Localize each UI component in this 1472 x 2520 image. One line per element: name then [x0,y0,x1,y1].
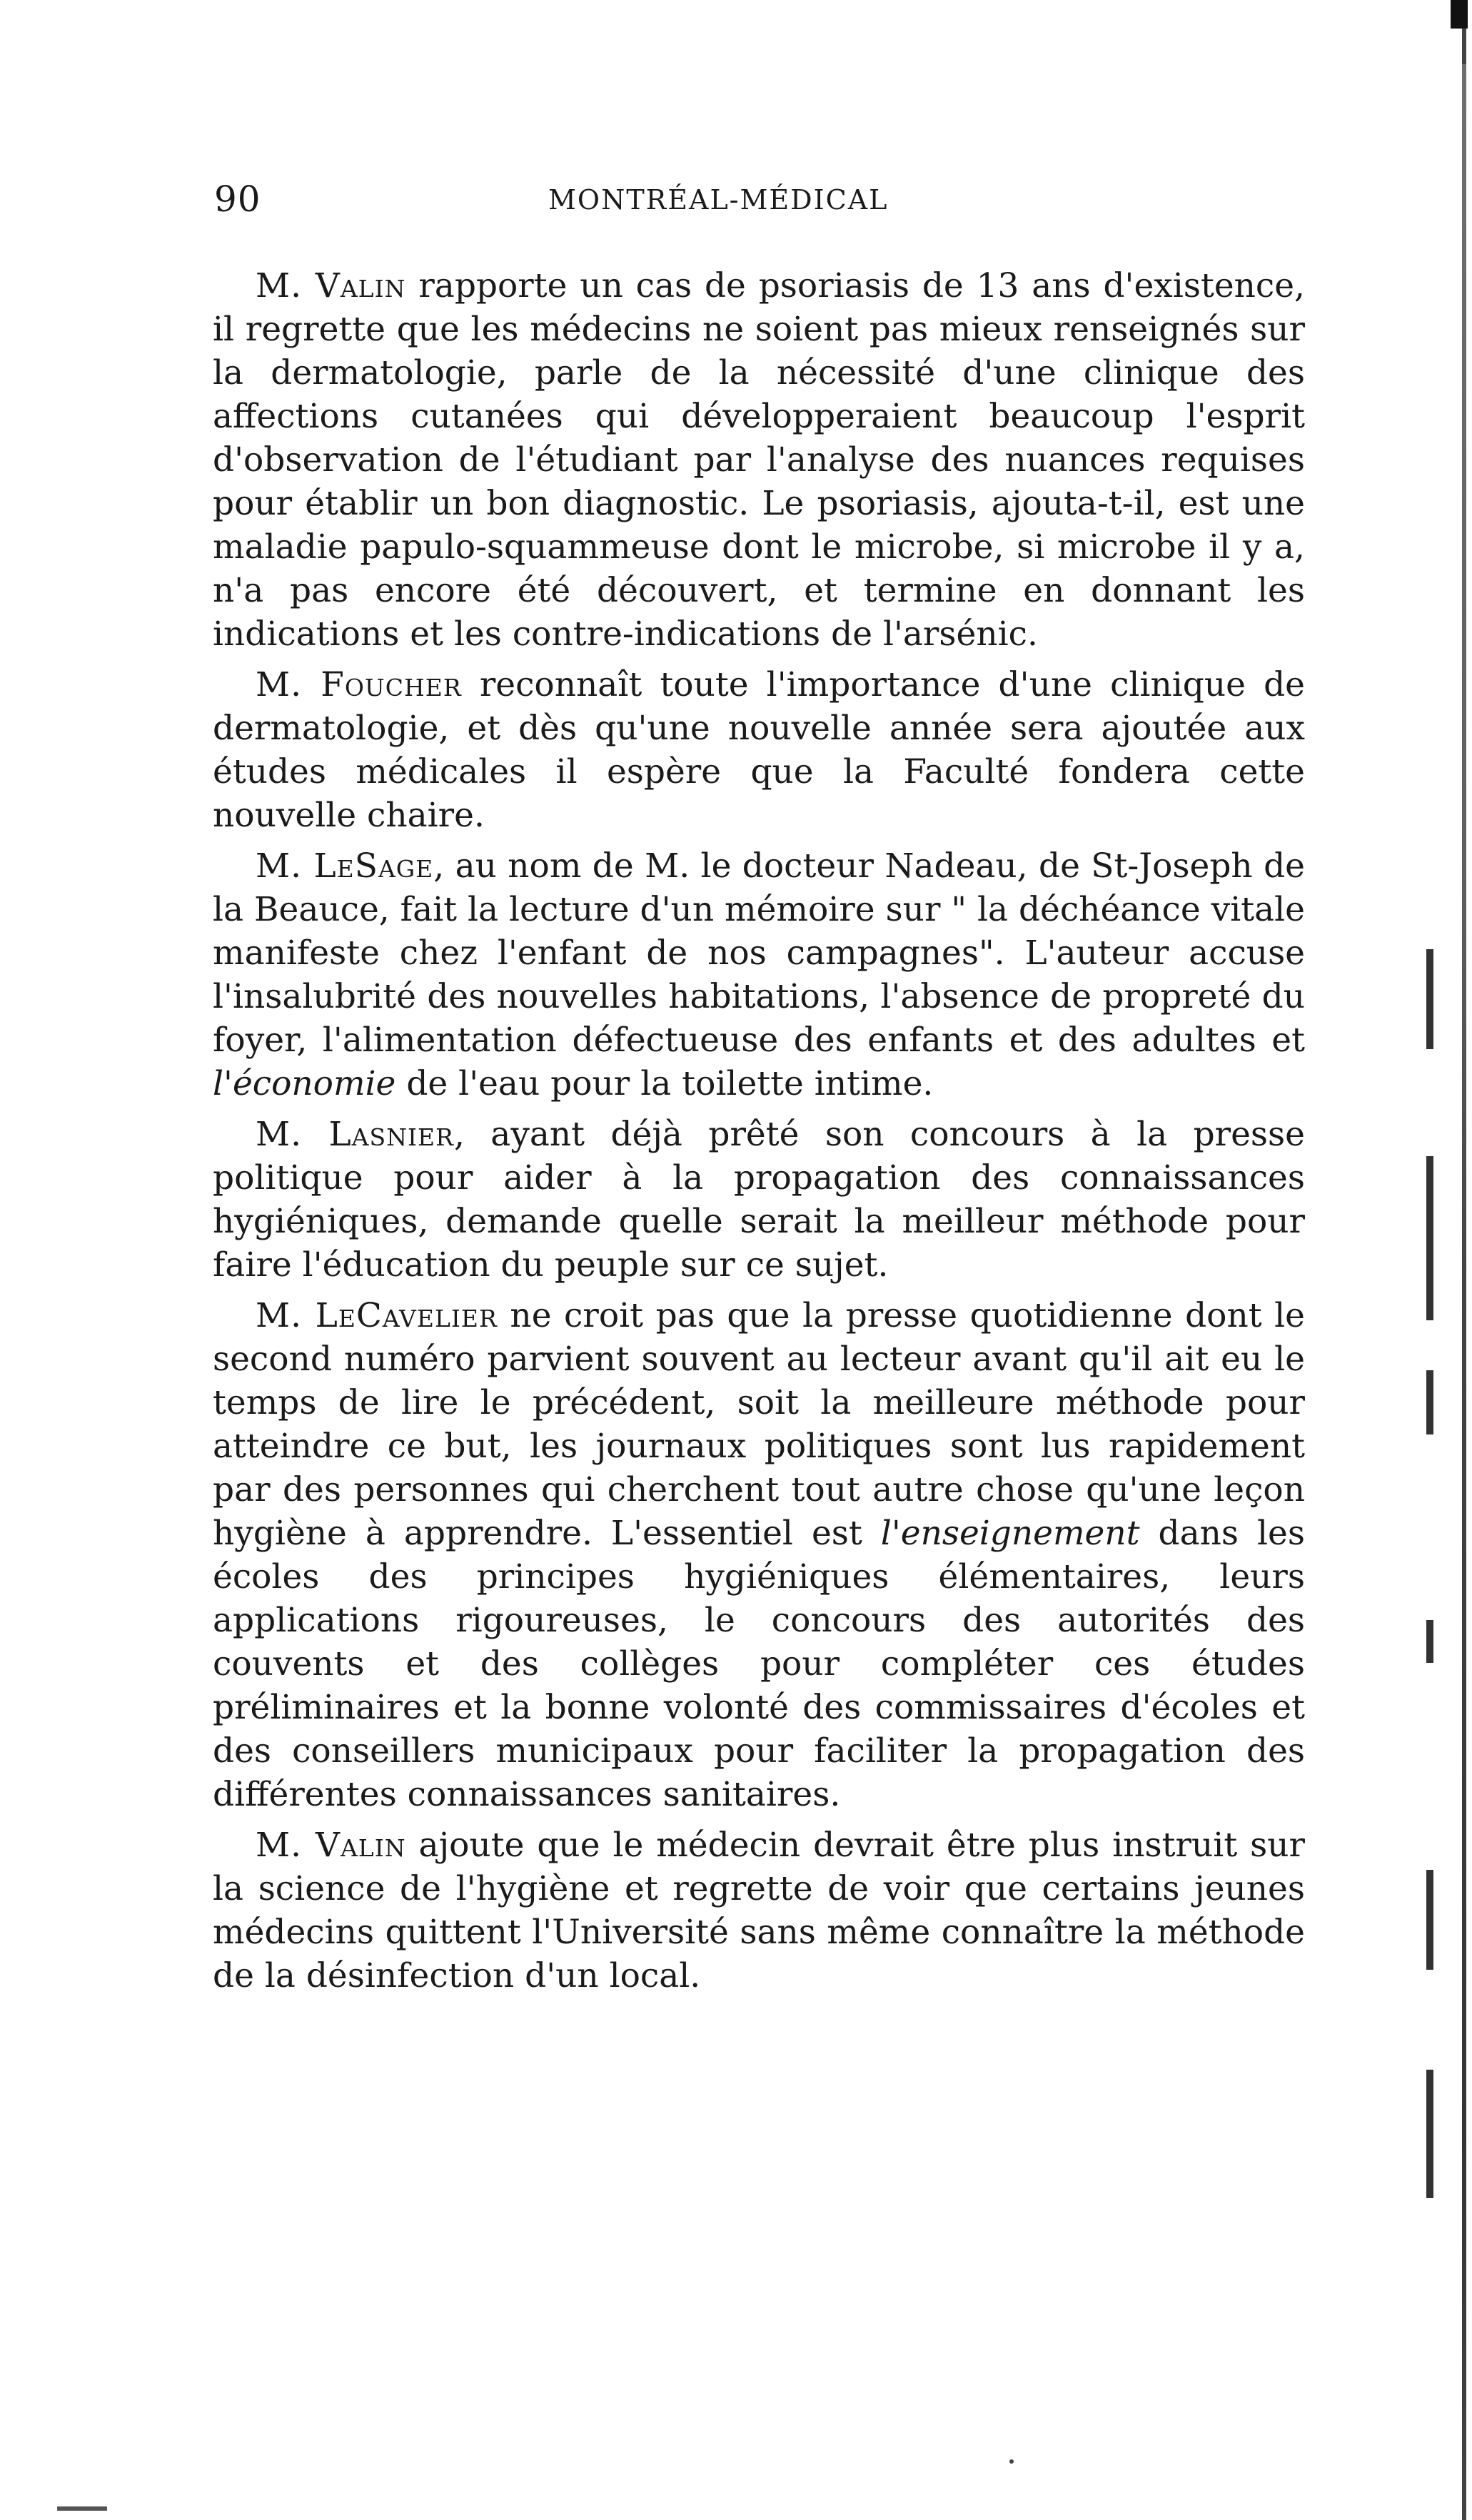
body-text [213,264,1305,2005]
paragraph-lesage [213,844,1305,1105]
speaker-name: M. Lasnier [256,1115,454,1154]
speaker-name: M. Valin [256,266,406,305]
paragraph-valin-hygiene [213,1823,1305,1998]
paragraph-text: de l'eau pour la toilette intime. [395,1064,934,1103]
scan-bottom-mark [57,2506,107,2511]
page-header [214,178,1335,228]
speaker-name: M. LeCavelier [256,1296,498,1335]
paragraph-valin-psoriasis [213,264,1305,656]
paragraph-text: , ayant déjà prêté son concours à la presse politique pour aider à la propagation des connaissances hygiéniques, demande quelle serait la meilleur méthode pour faire l'éducation du peuple sur ce sujet. [213,1115,1305,1285]
page-edge-shadow [1462,0,1466,2520]
emphasized-term: l'économie [213,1064,396,1103]
running-title: MONTRÉAL-MÉDICAL [548,184,889,216]
page-edge-corner [1451,0,1468,29]
paragraph-text: ne croit pas que la presse quotidienne dont le second numéro parvient souvent au lecteur avant qu'il ait eu le temps de lire le précédent, soit la meilleure méthode pour atteindre ce but, les journaux politiques sont lus rapidement par des personnes qui cherchent tout autre chose qu'une leçon hygiène à apprendre. L'essentiel est [213,1296,1305,1553]
page-number: 90 [214,178,261,220]
scan-edge-marks [1426,0,1443,2520]
paragraph-text: rapporte un cas de psoriasis de 13 ans d'existence, il regrette que les médecins ne soient pas mieux renseignés sur la dermatologie, parle de la nécessité d'une clinique des affections cutanées qui développeraient beaucoup l'esprit d'observation de l'étudiant par l'analyse des nuances requises pour établir un bon diagnostic. Le psoriasis, ajouta-t-il, est une maladie papulo-squammeuse dont le microbe, si microbe il y a, n'a pas encore été découvert, et termine en donnant les indications et les contre-indications de l'arsénic. [213,266,1305,654]
scan-speck [1009,2459,1014,2464]
speaker-name: M. Foucher [256,665,462,704]
paragraph-text: , au nom de M. le docteur Nadeau, de St-Joseph de la Beauce, fait la lecture d'un mémoire sur " la déchéance vitale manifeste chez l'enfant de nos campagnes". L'auteur accuse l'insalubrité des nouvelles habitations, l'absence de propreté du foyer, l'alimentation défectueuse des enfants et des adultes et [213,846,1305,1060]
emphasized-term: l'enseignement [880,1514,1140,1553]
paragraph-text: reconnaît toute l'importance d'une clinique de dermatologie, et dès qu'une nouvelle année sera ajoutée aux études médicales il espère que la Faculté fondera cette nouvelle chaire. [213,665,1305,835]
paragraph-text: dans les écoles des principes hygiéniques élémentaires, leurs applications rigoureuses, le concours des autorités des couvents et des collèges pour compléter ces études préliminaires et la bonne volonté des commissaires d'écoles et des conseillers municipaux pour faciliter la propagation des différentes connaissances sanitaires. [213,1514,1305,1814]
paragraph-text: ajoute que le médecin devrait être plus instruit sur la science de l'hygiène et regrette de voir que certains jeunes médecins quittent l'Université sans même connaître la méthode de la désinfection d'un local. [213,1826,1306,1995]
speaker-name: M. Valin [256,1826,406,1865]
speaker-name: M. LeSage [256,846,434,886]
paragraph-lecavelier [213,1294,1305,1816]
paragraph-foucher [213,663,1305,837]
paragraph-lasnier [213,1113,1305,1287]
